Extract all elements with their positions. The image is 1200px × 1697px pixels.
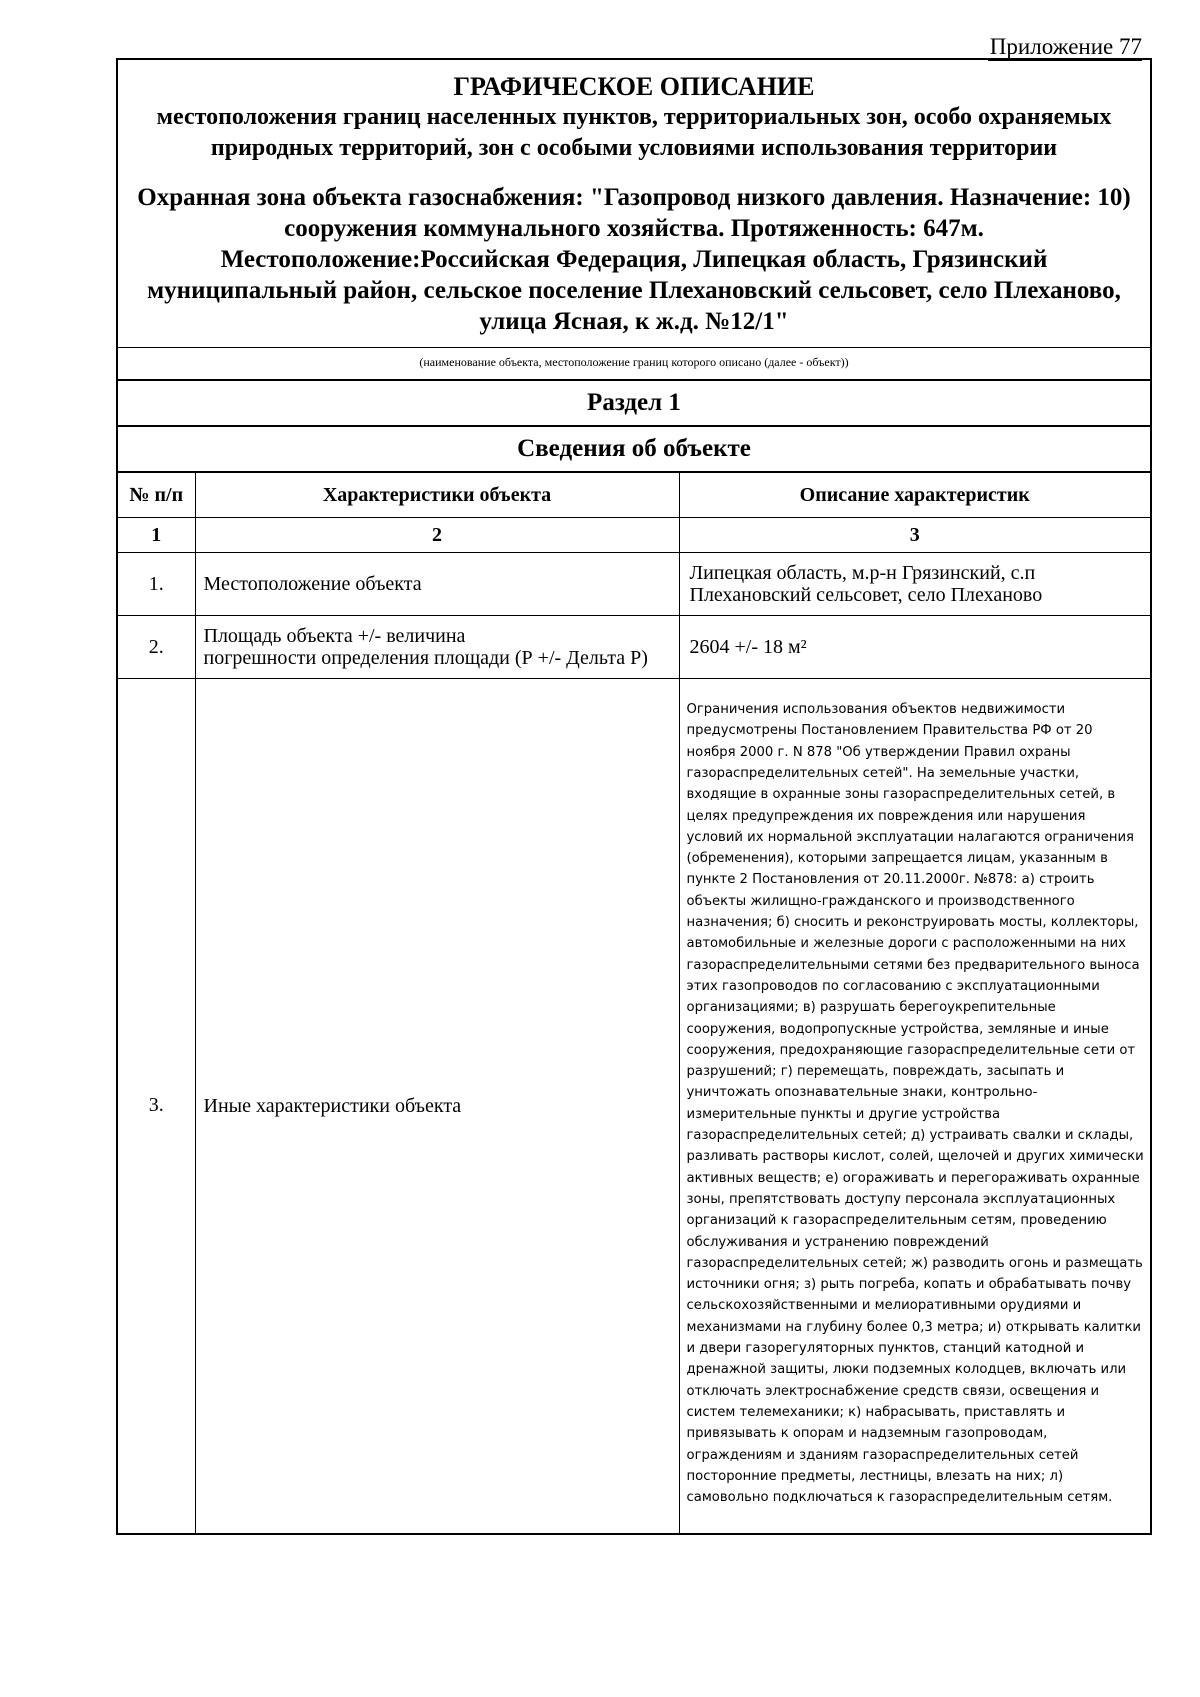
row-description: Ограничения использования объектов недвижимости предусмотрены Постановлением Правительства РФ от 20 ноября 2000 г. N 878 "Об утверждении Правил охраны газораспределительных сетей". На земельные участки, входящие в охранные зоны газораспределительных сетей, в целях предупреждения их повреждения или нарушения условий их нормальной эксплуатации налагаются ограничения (обременения), которыми запрещается лицам, указанным в пункте 2 Постановления от 20.11.2000г. №878: а) строить объекты жилищно-гражданского и производственного назначения; б) сносить и реконструировать мосты, коллекторы, автомобильные и железные дороги с расположенными на них газораспределительными сетями без предварительного выноса этих газопроводов по согласованию с эксплуатационными организациями; в) разрушать берегоукрепительные сооружения, водопропускные устройства, земляные и иные сооружения, предохраняющие газораспределительные сети от разрушений; г) перемещать, повреждать, засыпать и уничтожать опознавательные знаки, контрольно-измерительные пункты и другие устройства газораспределительных сетей; д) устраивать свалки и склады, разливать растворы кислот, солей, щелочей и других химически активных веществ; е) огораживать и перегораживать охранные зоны, препятствовать доступу персонала эксплуатационных организаций к газораспределительным сетям, проведению обслуживания и устранению повреждений газораспределительных сетей; ж) разводить огонь и размещать источники огня; з) рыть погреба, копать и обрабатывать почву сельскохозяйственными и мелиоративными орудиями и механизмами на глубину более 0,3 метра; и) открывать калитки и двери газорегуляторных пунктов, станций катодной и дренажной защиты, люки подземных колодцев, включать или отключать электроснабжение средств связи, освещения и систем телемеханики; к) набрасывать, приставлять и привязывать к опорам и надземным газопроводам, ограждениям и зданиям газораспределительных сетей посторонние предметы, лестницы, влезать на них; л) самовольно подключаться к газораспределительным сетям. — [679, 679, 1150, 1533]
appendix-label: Приложение 77 — [989, 34, 1142, 59]
row-characteristic: Площадь объекта +/- величина погрешности определения площади (Р +/- Дельта Р) — [195, 616, 679, 679]
table-row — [118, 679, 1150, 1533]
document-heading — [118, 60, 1150, 348]
row-description: 2604 +/- 18 м² — [679, 616, 1150, 679]
object-caption: (наименование объекта, местоположение границ которого описано (далее - объект)) — [118, 348, 1150, 381]
column-number: 1 — [118, 518, 195, 553]
row-characteristic: Иные характеристики объекта — [195, 679, 679, 1533]
row-number: 3. — [118, 679, 195, 1533]
document-frame — [116, 58, 1152, 1535]
document-subtitle: местоположения границ населенных пунктов, территориальных зон, особо охраняемых природных территорий, зон с особыми условиями использования территории — [156, 104, 1112, 161]
row-number: 2. — [118, 616, 195, 679]
table-row — [118, 553, 1150, 616]
section-title: Раздел 1 — [118, 381, 1150, 427]
column-number: 3 — [679, 518, 1150, 553]
row-characteristic: Местоположение объекта — [195, 553, 679, 616]
object-name: Охранная зона объекта газоснабжения: "Газопровод низкого давления. Назначение: 10) сооружения коммунального хозяйства. Протяженность: 647м. Местоположение:Российская Федерация, Липецкая область, Грязинский муниципальный район, сельское поселение Плехановский сельсовет, село Плеханово, улица Ясная, к ж.д. №12/1" — [137, 184, 1131, 335]
row-number: 1. — [118, 553, 195, 616]
column-header-characteristic: Характеристики объекта — [195, 473, 679, 518]
column-header-description: Описание характеристик — [679, 473, 1150, 518]
column-number: 2 — [195, 518, 679, 553]
column-number-row — [118, 518, 1150, 553]
table-row — [118, 616, 1150, 679]
column-header-number: № п/п — [118, 473, 195, 518]
object-info-table — [118, 473, 1150, 1533]
table-header-row — [118, 473, 1150, 518]
document-title: ГРАФИЧЕСКОЕ ОПИСАНИЕ — [453, 72, 815, 101]
row-description: Липецкая область, м.р-н Грязинский, с.п Плехановский сельсовет, село Плеханово — [679, 553, 1150, 616]
section-subtitle: Сведения об объекте — [118, 427, 1150, 473]
